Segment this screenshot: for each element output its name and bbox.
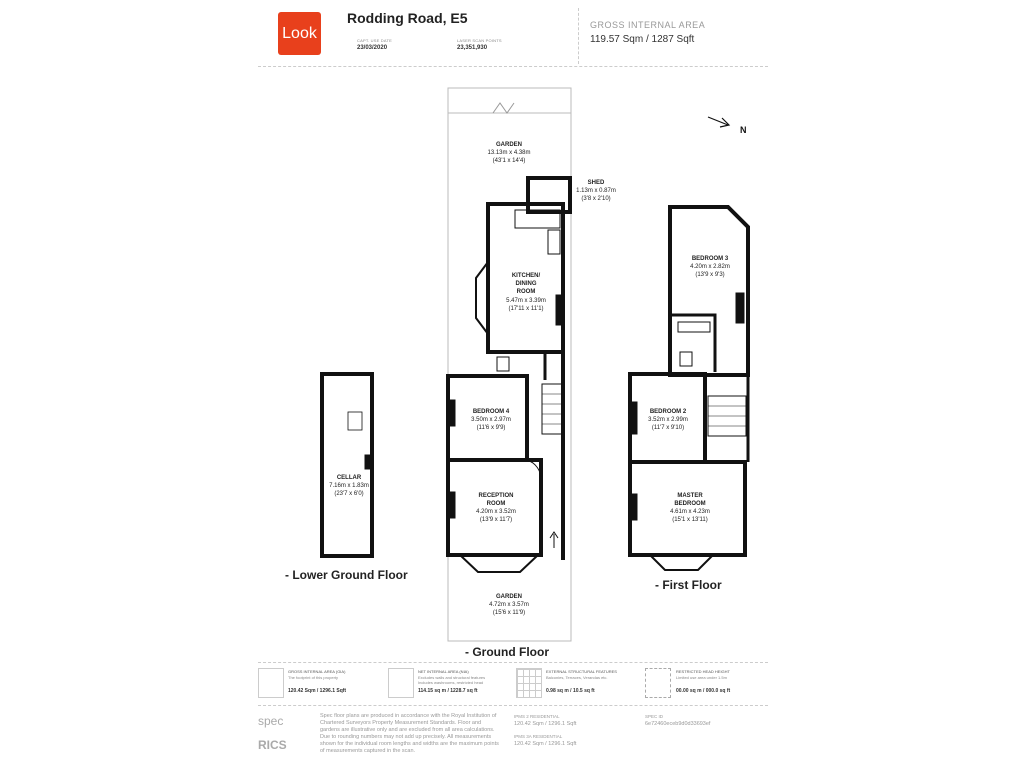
shed-metric: 1.13m x 0.87m xyxy=(576,188,616,194)
reception-bay xyxy=(460,555,538,572)
spec-logo-text: spec xyxy=(258,714,284,728)
garden-front-imperial: (15'6 x 11'9) xyxy=(492,610,526,616)
break-mark xyxy=(493,103,514,113)
master-bay xyxy=(650,555,713,570)
esf-label: EXTERNAL STRUCTURAL FEATURES xyxy=(546,669,617,674)
wc-toilet xyxy=(497,357,509,371)
ipms2-value: 120.42 Sqm / 1296.1 Sqft xyxy=(514,721,577,727)
rics-logo-text: RICS xyxy=(258,738,287,752)
nia-label: NET INTERNAL AREA (NIA) xyxy=(418,669,469,674)
footer-rule xyxy=(258,662,768,663)
bedroom4-chimney xyxy=(447,400,455,426)
reception-name2: ROOM xyxy=(486,501,506,507)
laser-points: 23,351,930 xyxy=(457,45,488,51)
gia-value: 120.42 Sqm / 1296.1 Sqft xyxy=(288,688,347,694)
kitchen-imperial: (17'11 x 11'1) xyxy=(508,306,544,312)
garden-rear-imperial: (43'1 x 14'4) xyxy=(492,158,526,164)
rhh-label: RESTRICTED HEAD HEIGHT xyxy=(676,669,731,674)
cellar-stairs xyxy=(348,412,362,430)
ipms2-label: IPMS 2 RESIDENTIAL xyxy=(514,714,560,719)
north-letter: N xyxy=(740,125,747,135)
ipms3a-value: 120.42 Sqm / 1296.1 Sqft xyxy=(514,741,577,747)
stairs xyxy=(542,384,564,434)
gia-icon xyxy=(258,668,284,698)
reception-metric: 4.20m x 3.52m xyxy=(476,509,516,515)
bedroom2-metric: 3.52m x 2.99m xyxy=(648,417,688,423)
footer-rule-2 xyxy=(258,705,768,706)
bedroom3-metric: 4.20m x 2.82m xyxy=(690,264,730,270)
kitchen-chimney xyxy=(556,295,564,325)
spec-logo xyxy=(258,714,283,728)
gross-area-value: 119.57 Sqm / 1287 Sqft xyxy=(590,34,695,45)
cellar-name: CELLAR xyxy=(336,475,362,481)
floor-label-lower-ground: - Lower Ground Floor xyxy=(285,568,408,582)
bedroom4-metric: 3.50m x 2.97m xyxy=(471,417,511,423)
garden-rear-metric: 13.13m x 4.38m xyxy=(487,150,531,156)
north-arrow-icon xyxy=(708,117,729,127)
bedroom2-name: BEDROOM 2 xyxy=(649,409,687,415)
rhh-value: 00.00 sq m / 000.0 sq ft xyxy=(676,688,731,694)
gia-desc: The footprint of this property xyxy=(288,675,339,680)
nia-value: 114.15 sq m / 1228.7 sq ft xyxy=(418,688,478,694)
logo-text: Look xyxy=(282,24,317,42)
garden-front-name: GARDEN xyxy=(495,594,523,600)
laser-points-label: LASER SCAN POINTS xyxy=(457,38,502,43)
master-metric: 4.61m x 4.23m xyxy=(670,509,710,515)
ipms3a-label: IPMS 3A RESIDENTIAL xyxy=(514,734,563,739)
bedroom4-imperial: (11'6 x 9'9) xyxy=(476,425,506,431)
reception-walls xyxy=(448,460,541,555)
nia-desc: Excludes walls and structural features Includes washrooms, restricted head xyxy=(418,675,486,685)
esf-desc: Balconies, Terraces, Verandas etc. xyxy=(546,675,608,680)
master-name2: BEDROOM xyxy=(674,501,706,507)
bedroom3-name: BEDROOM 3 xyxy=(691,256,729,262)
garden-rear-name: GARDEN xyxy=(495,142,523,148)
shed-name: SHED xyxy=(587,180,605,186)
reception-chimney xyxy=(447,492,455,518)
floor-label-ground: - Ground Floor xyxy=(465,645,549,659)
kitchen-name1: KITCHEN/ xyxy=(511,273,541,279)
esf-icon xyxy=(516,668,542,698)
master-chimney xyxy=(629,494,637,520)
gross-area-label: GROSS INTERNAL AREA xyxy=(590,20,706,30)
bedroom3-walls xyxy=(670,207,748,375)
nia-icon xyxy=(388,668,414,698)
spec-id-label: SPEC ID xyxy=(645,714,664,719)
garden-front-metric: 4.72m x 3.57m xyxy=(489,602,529,608)
esf-value: 0.98 sq m / 10.5 sq ft xyxy=(546,688,595,694)
disclaimer: Spec floor plans are produced in accordance with the Royal Institution of Chartered Surveyors Property Measurement Standards. Floor and gardens are illustrative only and are excluded from all area calculations. Due to rounding numbers may not add up precisely. All measurements shown for the individual room lengths and widths are the maximum points of measurements captured in the scan. xyxy=(320,713,499,754)
gia-label: GROSS INTERNAL AREA (GIA) xyxy=(288,669,346,674)
shed-imperial: (3'8 x 2'10) xyxy=(581,196,611,202)
kitchen-name3: ROOM xyxy=(516,289,536,295)
bedroom2-imperial: (11'7 x 9'10) xyxy=(651,425,685,431)
bath xyxy=(678,322,710,332)
kitchen-metric: 5.47m x 3.39m xyxy=(506,298,546,304)
cellar-imperial: (23'7 x 6'0) xyxy=(334,491,364,497)
rics-logo xyxy=(258,738,287,752)
capture-date: 23/03/2020 xyxy=(357,45,388,51)
reception-door-arc xyxy=(527,460,541,480)
toilet xyxy=(680,352,692,366)
reception-imperial: (13'9 x 11'7) xyxy=(479,517,513,523)
kitchen-name2: DINING xyxy=(515,281,537,287)
bedroom3-chimney xyxy=(736,293,744,323)
bedroom2-chimney xyxy=(629,402,637,434)
rhh-desc: Limited use area under 1.5m xyxy=(676,675,727,680)
bedroom3-imperial: (13'9 x 9'3) xyxy=(695,272,725,278)
property-address: Rodding Road, E5 xyxy=(347,10,468,26)
bedroom4-name: BEDROOM 4 xyxy=(472,409,510,415)
cellar-metric: 7.16m x 1.83m xyxy=(329,483,369,489)
floor-label-first: - First Floor xyxy=(655,578,722,592)
reception-name1: RECEPTION xyxy=(478,493,514,499)
hob xyxy=(548,230,560,254)
capture-date-label: CAPT. USE DATE xyxy=(357,38,392,43)
master-imperial: (15'1 x 13'11) xyxy=(672,517,708,523)
master-name1: MASTER xyxy=(677,493,703,499)
rhh-icon xyxy=(645,668,671,698)
spec-id: 6e72460eceb9d0d33693ef xyxy=(645,721,711,727)
